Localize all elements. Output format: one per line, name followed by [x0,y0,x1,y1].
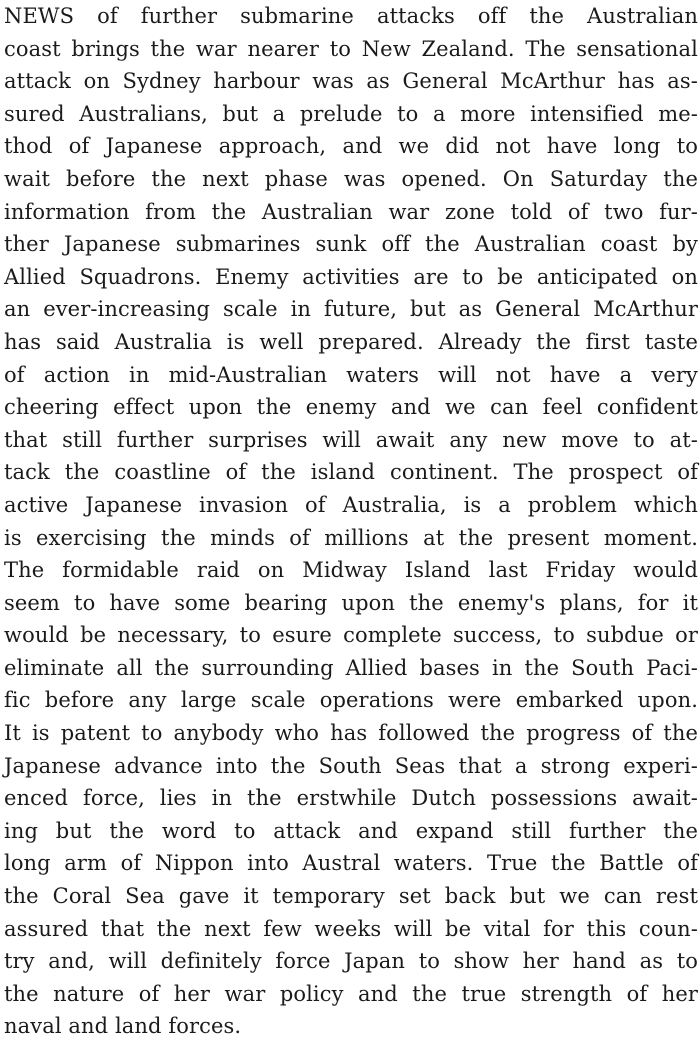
article-line: that still further surprises will await any new move to at- [4,427,698,452]
article-line: sured Australians, but a prelude to a more intensified me- [4,101,698,126]
article-line: ther Japanese submarines sunk off the Australian coast by [4,232,698,257]
article-line: an ever-increasing scale in future, but as General McArthur [4,297,698,322]
article-line: thod of Japanese approach, and we did not have long to [4,134,698,159]
article-line: cheering effect upon the enemy and we can feel confident [4,395,698,420]
article-line: tack the coastline of the island continent. The prospect of [4,460,698,485]
article-line: enced force, lies in the erstwhile Dutch possessions await- [4,786,698,811]
article-line: attack on Sydney harbour was as General McArthur has as- [4,69,698,94]
article-line: eliminate all the surrounding Allied bases in the South Paci- [4,655,698,680]
article-line: the nature of her war policy and the true strength of her [4,981,698,1006]
article-line: naval and land forces. [4,1014,242,1039]
article-line: is exercising the minds of millions at the present moment. [4,525,698,550]
article-line: fic before any large scale operations were embarked upon. [4,688,698,713]
article-line: coast brings the war nearer to New Zealand. The sensational [4,36,698,61]
article-line: long arm of Nippon into Austral waters. True the Battle of [4,851,698,876]
article-line: wait before the next phase was opened. On Saturday the [4,166,698,191]
article-line: information from the Australian war zone told of two fur- [4,199,698,224]
article-line: Allied Squadrons. Enemy activities are to be anticipated on [4,264,698,289]
article-line: seem to have some bearing upon the enemy's plans, for it [4,590,698,615]
article-line: the Coral Sea gave it temporary set back but we can rest [4,884,698,909]
article-line: It is patent to anybody who has followed the progress of the [4,721,698,746]
article-line: active Japanese invasion of Australia, is a problem which [4,492,698,517]
article-line: has said Australia is well prepared. Already the first taste [4,329,698,354]
article-line: try and, will definitely force Japan to show her hand as to [4,949,698,974]
article-line: of action in mid-Australian waters will not have a very [4,362,698,387]
article-line: The formidable raid on Midway Island last Friday would [4,558,698,583]
article-line: NEWS of further submarine attacks off the Australian [4,4,698,28]
article-line: assured that the next few weeks will be vital for this coun- [4,916,698,941]
article-line: ing but the word to attack and expand still further the [4,818,698,843]
news-article [4,0,698,1043]
article-line: Japanese advance into the South Seas that a strong experi- [4,753,698,778]
article-line: would be necessary, to esure complete success, to subdue or [4,623,698,648]
